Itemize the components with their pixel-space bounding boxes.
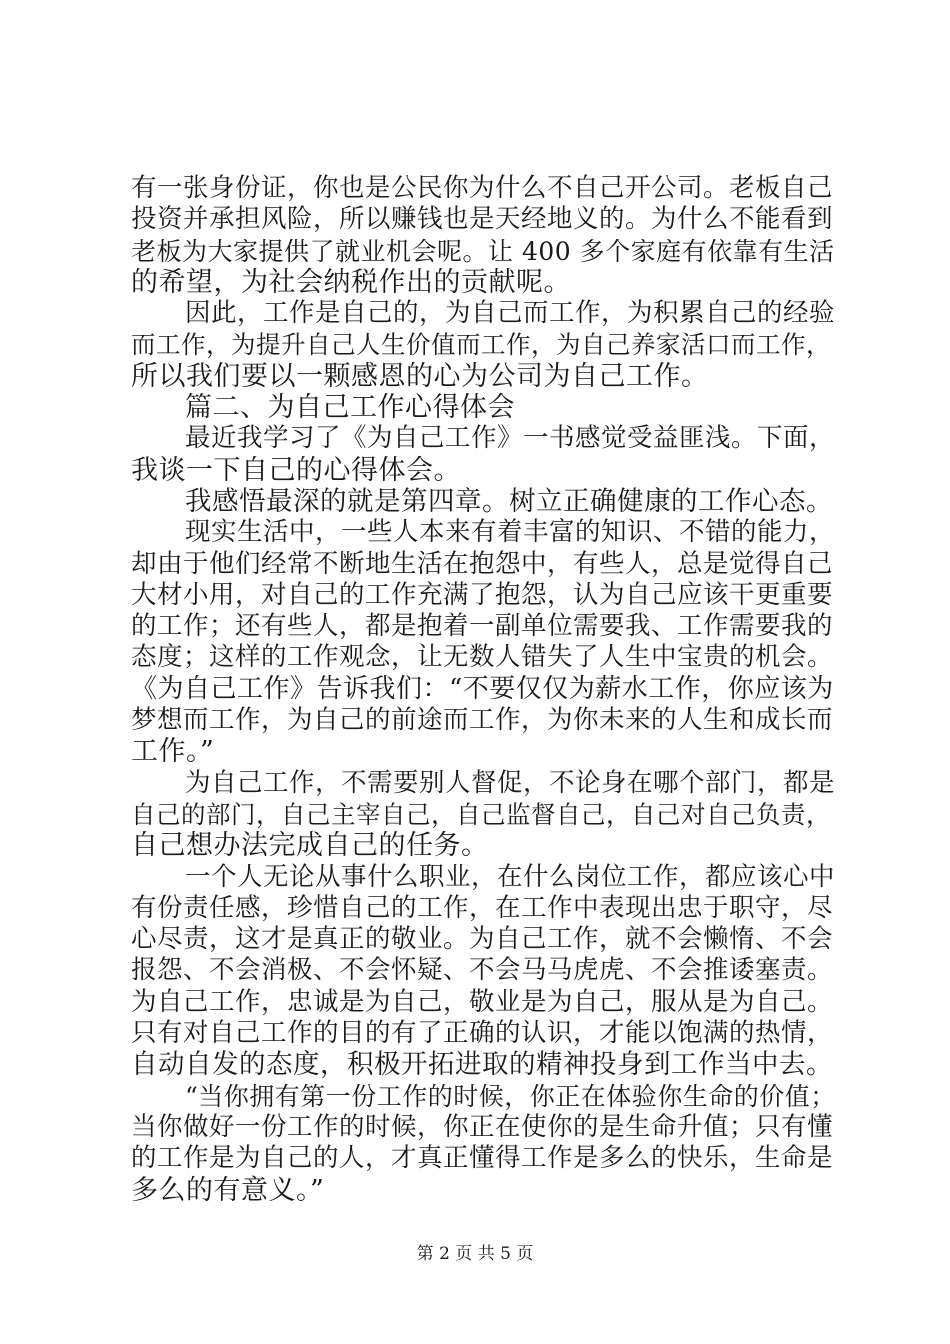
text-line: “当你拥有第一份工作的时候，你正在体验你生命的价值； <box>185 1081 836 1111</box>
text-line: 所以我们要以一颗感恩的心为公司为自己工作。 <box>131 360 709 392</box>
text-line: 态度；这样的工作观念，让无数人错失了人生中宝贵的机会。 <box>131 642 834 673</box>
text-line: 大材小用，对自己的工作充满了抱怨，认为自己应该干更重要 <box>131 579 834 610</box>
document-body <box>131 173 836 1206</box>
text-line: 自己的部门，自己主宰自己，自己监督自己，自己对自己负责， <box>131 799 831 829</box>
text-line: 的希望，为社会纳税作出的贡献呢。 <box>131 266 571 298</box>
text-line: 因此，工作是自己的，为自己而工作，为积累自己的经验 <box>185 298 836 329</box>
text-line: 篇二、为自己工作心得体会 <box>185 392 515 424</box>
text-line: 有份责任感，珍惜自己的工作，在工作中表现出忠于职守，尽 <box>131 892 834 923</box>
text-line: 报怨、不会消极、不会怀疑、不会马马虎虎、不会推诿塞责。 <box>131 955 834 986</box>
text-line: 投资并承担风险，所以赚钱也是天经地义的。为什么不能看到 <box>131 204 834 235</box>
text-line: 现实生活中，一些人本来有着丰富的知识、不错的能力， <box>185 517 836 548</box>
text-line: 多么的有意义。” <box>131 1174 325 1206</box>
text-line: 的工作是为自己的人，才真正懂得工作是多么的快乐，生命是 <box>131 1143 834 1174</box>
text-line: 而工作，为提升自己人生价值而工作，为自己养家活口而工作， <box>131 330 831 360</box>
text-line: 工作。” <box>131 736 215 768</box>
text-line: 为自己工作，不需要别人督促，不论身在哪个部门，都是 <box>185 767 836 798</box>
text-line: 我谈一下自己的心得体会。 <box>131 454 461 486</box>
page-footer: 第 2 页 共 5 页 <box>416 1244 534 1264</box>
text-line: 的工作；还有些人，都是抱着一副单位需要我、工作需要我的 <box>131 611 834 642</box>
text-line: 一个人无论从事什么职业，在什么岗位工作，都应该心中 <box>185 861 836 892</box>
text-line: 最近我学习了《为自己工作》一书感觉受益匪浅。下面， <box>185 423 836 454</box>
text-line: 老板为大家提供了就业机会呢。让 400 多个家庭有依靠有生活 <box>131 236 835 266</box>
text-line: 梦想而工作，为自己的前途而工作，为你未来的人生和成长而 <box>131 705 834 736</box>
text-line: 有一张身份证，你也是公民你为什么不自己开公司。老板自己 <box>131 173 834 203</box>
text-line: 却由于他们经常不断地生活在抱怨中，有些人，总是觉得自己 <box>131 548 834 579</box>
text-line: 自动自发的态度，积极开拓进取的精神投身到工作当中去。 <box>131 1049 833 1081</box>
text-line: 心尽责，这才是真正的敬业。为自己工作，就不会懒惰、不会 <box>131 924 834 955</box>
text-line: 当你做好一份工作的时候，你正在使你的是生命升值；只有懂 <box>131 1111 834 1142</box>
text-line: 《为自己工作》告诉我们：“不要仅仅为薪水工作，你应该为 <box>131 673 834 704</box>
text-line: 我感悟最深的就是第四章。树立正确健康的工作心态。 <box>185 485 833 517</box>
text-line: 自己想办法完成自己的任务。 <box>131 830 489 862</box>
text-line: 只有对自己工作的目的有了正确的认识，才能以饱满的热情， <box>131 1018 834 1049</box>
text-line: 为自己工作，忠诚是为自己，敬业是为自己，服从是为自己。 <box>131 986 834 1017</box>
